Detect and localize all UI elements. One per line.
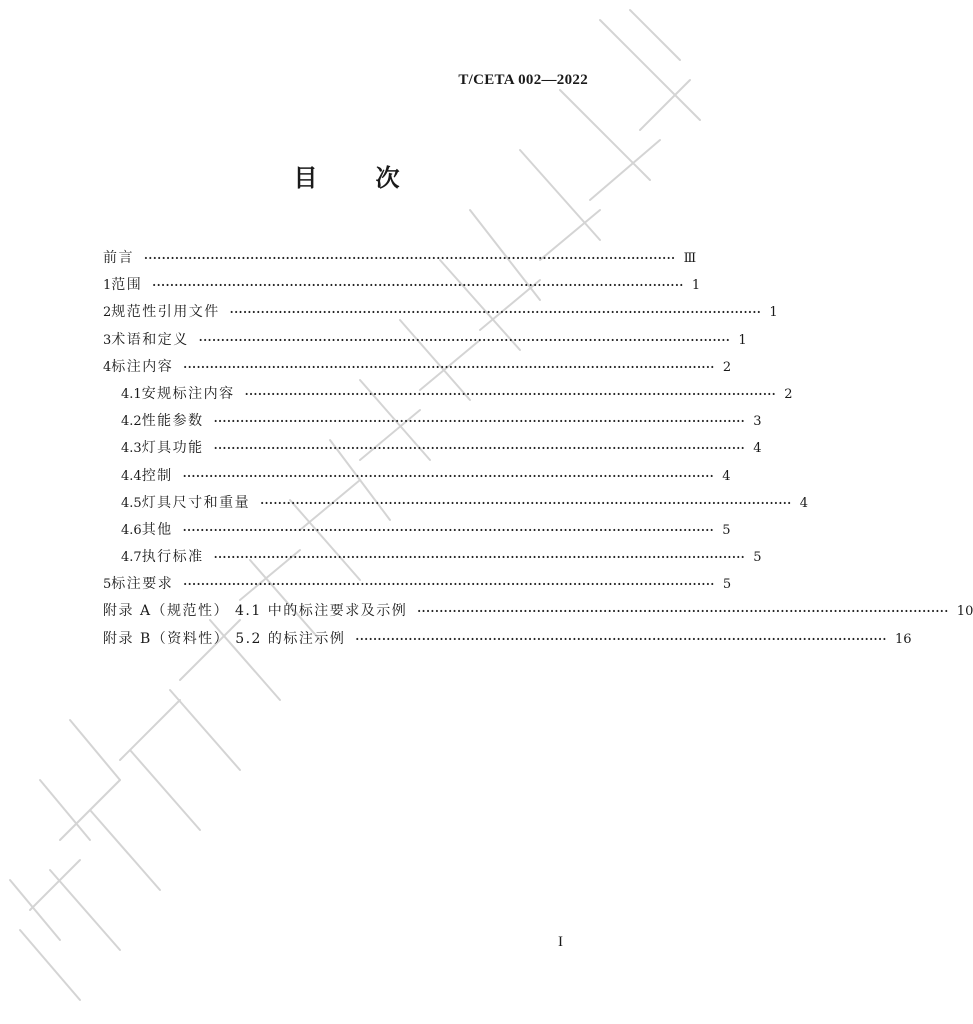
toc-entry-label: 安规标注内容 bbox=[141, 385, 235, 402]
toc-leader-dots: ························································································································ bbox=[183, 578, 715, 592]
toc-entry-number: 1 bbox=[103, 278, 112, 294]
toc-entry-label: 标注要求 bbox=[111, 576, 174, 593]
toc-entry[interactable] bbox=[103, 490, 809, 517]
toc-leader-dots: ························································································································ bbox=[260, 496, 792, 510]
toc-entry-number: 4.7 bbox=[121, 550, 142, 566]
toc-entry-label: 灯具尺寸和重量 bbox=[141, 494, 251, 511]
toc-entry-page: 2 bbox=[722, 359, 732, 375]
toc-entry-number: 4.5 bbox=[121, 495, 142, 511]
toc-entry[interactable] bbox=[103, 354, 732, 381]
toc-leader-dots: ························································································································ bbox=[417, 605, 949, 619]
toc-leader-dots: ························································································································ bbox=[183, 360, 715, 374]
toc-entry-page: 10 bbox=[956, 604, 973, 620]
toc-entry-page: 2 bbox=[784, 386, 793, 402]
toc-leader-dots: ························································································································ bbox=[355, 632, 887, 646]
toc-entry-page: 1 bbox=[738, 332, 747, 348]
document-code: T/CETA 002—2022 bbox=[458, 72, 588, 88]
toc-entry[interactable] bbox=[103, 245, 697, 272]
toc-entry[interactable] bbox=[103, 327, 747, 354]
toc-entry-label: 执行标准 bbox=[141, 549, 204, 566]
title-char-1: 目 bbox=[293, 164, 318, 192]
page-number: I bbox=[558, 934, 563, 950]
toc-entry-label: 标注内容 bbox=[111, 358, 174, 375]
toc-entry-number: 3 bbox=[103, 332, 112, 348]
toc-entry-page: Ⅲ bbox=[683, 251, 697, 266]
toc-leader-dots: ························································································································ bbox=[198, 333, 731, 347]
toc-entry[interactable] bbox=[103, 571, 732, 598]
toc-entry[interactable] bbox=[103, 381, 793, 408]
toc-entry-number: 4.1 bbox=[121, 386, 142, 402]
toc-entry-label: 术语和定义 bbox=[111, 331, 189, 348]
toc-entry-number: 4.2 bbox=[121, 414, 142, 430]
toc-entry-page: 16 bbox=[894, 631, 912, 647]
toc-entry-number: 4.3 bbox=[121, 441, 142, 457]
toc-leader-dots: ························································································································ bbox=[182, 469, 715, 483]
table-of-contents bbox=[103, 245, 973, 653]
toc-entry-page: 4 bbox=[753, 441, 762, 457]
toc-entry-page: 4 bbox=[799, 495, 809, 511]
toc-leader-dots: ························································································································ bbox=[213, 442, 746, 456]
toc-leader-dots: ························································································································ bbox=[182, 523, 715, 537]
toc-entry-label: 性能参数 bbox=[141, 413, 204, 430]
toc-entry-number: 5 bbox=[103, 577, 112, 593]
toc-leader-dots: ························································································································ bbox=[213, 415, 746, 429]
toc-entry[interactable] bbox=[103, 598, 973, 625]
toc-entry-page: 1 bbox=[769, 305, 778, 321]
title-char-2: 次 bbox=[375, 164, 400, 192]
toc-entry-page: 4 bbox=[722, 468, 731, 484]
toc-entry-page: 5 bbox=[722, 577, 732, 593]
toc-leader-dots: ························································································································ bbox=[229, 306, 762, 320]
toc-entry[interactable] bbox=[103, 299, 778, 326]
toc-entry-label: 范围 bbox=[111, 277, 143, 294]
toc-entry-page: 5 bbox=[753, 550, 762, 566]
toc-entry[interactable] bbox=[103, 517, 731, 544]
toc-entry-label: 灯具功能 bbox=[141, 440, 204, 457]
toc-entry-label: 附录 A（规范性） 4.1 中的标注要求及示例 bbox=[103, 603, 408, 620]
toc-leader-dots: ························································································································ bbox=[244, 387, 777, 401]
toc-entry-page: 5 bbox=[722, 522, 731, 538]
toc-leader-dots: ························································································································ bbox=[152, 279, 684, 293]
toc-leader-dots: ························································································································ bbox=[144, 252, 676, 265]
toc-leader-dots: ························································································································ bbox=[213, 551, 746, 565]
toc-entry-number: 4 bbox=[103, 359, 112, 375]
toc-entry-label: 控制 bbox=[141, 467, 173, 484]
toc-entry[interactable] bbox=[103, 544, 762, 571]
toc-entry-label: 规范性引用文件 bbox=[111, 304, 220, 321]
toc-entry-number: 4.6 bbox=[121, 522, 142, 538]
toc-entry-number: 4.4 bbox=[121, 468, 142, 484]
page-title bbox=[0, 158, 693, 193]
toc-entry-page: 3 bbox=[753, 414, 762, 430]
toc-entry[interactable] bbox=[103, 408, 762, 435]
toc-entry[interactable] bbox=[103, 272, 701, 299]
toc-entry-label: 前言 bbox=[103, 250, 134, 266]
toc-entry-label: 其他 bbox=[141, 521, 173, 538]
toc-entry[interactable] bbox=[103, 435, 762, 462]
toc-entry-label: 附录 B（资料性） 5.2 的标注示例 bbox=[103, 630, 346, 647]
toc-entry-page: 1 bbox=[691, 278, 701, 294]
toc-entry[interactable] bbox=[103, 626, 912, 653]
toc-entry[interactable] bbox=[103, 463, 731, 490]
toc-entry-number: 2 bbox=[103, 305, 112, 321]
